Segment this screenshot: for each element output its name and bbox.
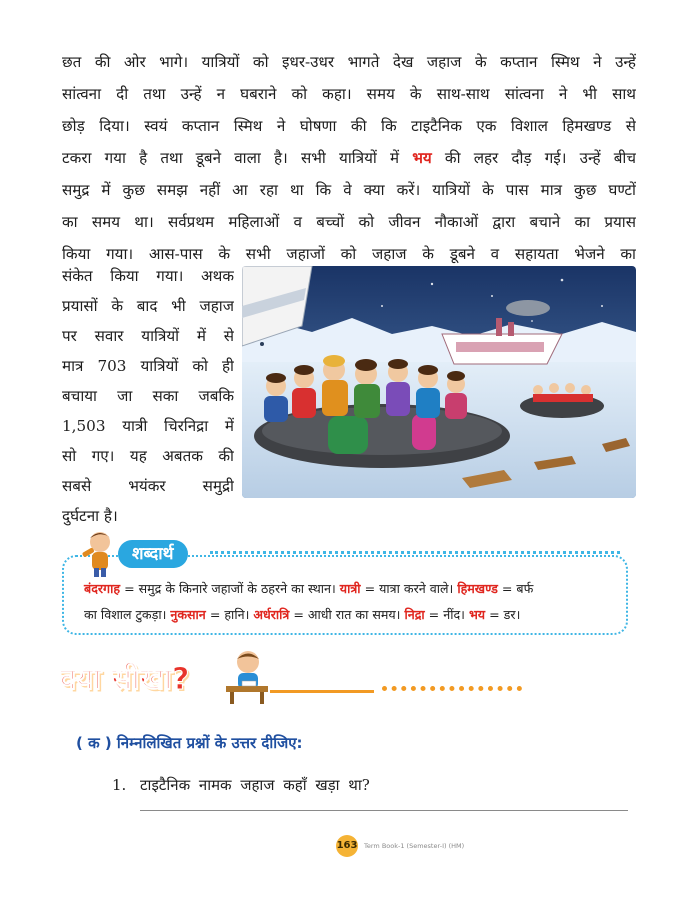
- side-line: सो गए। यह अबतक की: [62, 447, 234, 465]
- paragraph-line: छोड़ दिया। स्वयं कप्तान स्मिथ ने घोषणा की कि टाइटैनिक एक विशाल हिमखण्ड से: [62, 117, 636, 135]
- page-number: 163: [336, 835, 358, 857]
- heading-dots: [382, 686, 522, 692]
- side-line: प्रयासों के बाद भी जहाज: [62, 297, 234, 315]
- paragraph-line: किया गया। आस-पास के सभी जहाजों को जहाज के डूबने व सहायता भेजने का: [62, 245, 636, 263]
- paragraph-line: छत की ओर भागे। यात्रियों को इधर-उधर भागते देख जहाज के कप्तान स्मिथ ने उन्हें: [62, 53, 636, 71]
- glossary-term: निद्रा: [404, 607, 425, 622]
- side-line: दुर्घटना है।: [62, 507, 118, 525]
- glossary-term: हिमखण्ड: [457, 581, 498, 596]
- glossary-term: यात्री: [339, 581, 361, 596]
- question-number: 1.: [112, 776, 127, 794]
- side-line: संकेत किया गया। अथक: [62, 267, 234, 285]
- side-line: मात्र 703 यात्रियों को ही: [62, 357, 234, 375]
- paragraph-line: समुद्र में कुछ समझ नहीं आ रहा था कि वे क्या करें। यात्रियों के पास मात्र कुछ घण्टों: [62, 181, 636, 199]
- glossary-term: भय: [468, 607, 486, 622]
- side-line: पर सवार यात्रियों में से: [62, 327, 234, 345]
- highlight-word: भय: [412, 149, 432, 167]
- glossary-term: बंदरगाह: [84, 581, 121, 596]
- section-heading: क्या सीखा?: [60, 662, 190, 697]
- exercise-section-label: ( क ) निम्नलिखित प्रश्नों के उत्तर दीजिए:: [76, 734, 303, 752]
- answer-line: [140, 810, 628, 811]
- glossary-divider: [210, 551, 620, 554]
- glossary-title: शब्दार्थ: [118, 540, 188, 568]
- side-line: सबसे भयंकर समुद्री: [62, 477, 234, 495]
- glossary-term: नुकसान: [170, 607, 206, 622]
- lifeboat-illustration: [242, 266, 636, 498]
- student-at-desk-icon: [222, 648, 272, 706]
- glossary-term: अर्धरात्रि: [253, 607, 290, 622]
- student-mascot-icon: [78, 528, 118, 578]
- glossary-line: का विशाल टुकड़ा। नुकसान = हानि। अर्धरात्रि = आधी रात का समय। निद्रा = नींद। भय = डर।: [84, 607, 521, 622]
- paragraph-line: टकरा गया है तथा डूबने वाला है। सभी यात्रियों में भय की लहर दौड़ गई। उन्हें बीच: [62, 149, 636, 167]
- glossary-line: बंदरगाह = समुद्र के किनारे जहाजों के ठहरने का स्थान। यात्री = यात्रा करने वाले। हिमखण्ड = बर्फ: [84, 581, 534, 596]
- paragraph-line: सांत्वना दी तथा उन्हें न घबराने को कहा। समय के साथ-साथ सांत्वना ने भी साथ: [62, 85, 636, 103]
- heading-underline: [270, 690, 374, 693]
- side-line: बचाया जा सका जबकि: [62, 387, 234, 405]
- book-title: Term Book-1 (Semester-I) (HM): [364, 842, 465, 850]
- side-line: 1,503 यात्री चिरनिद्रा में: [62, 417, 234, 435]
- paragraph-line: का समय था। सर्वप्रथम महिलाओं व बच्चों को जीवन नौकाओं द्वारा बचाने का प्रयास: [62, 213, 636, 231]
- question-text: टाइटैनिक नामक जहाज कहाँ खड़ा था?: [140, 776, 370, 794]
